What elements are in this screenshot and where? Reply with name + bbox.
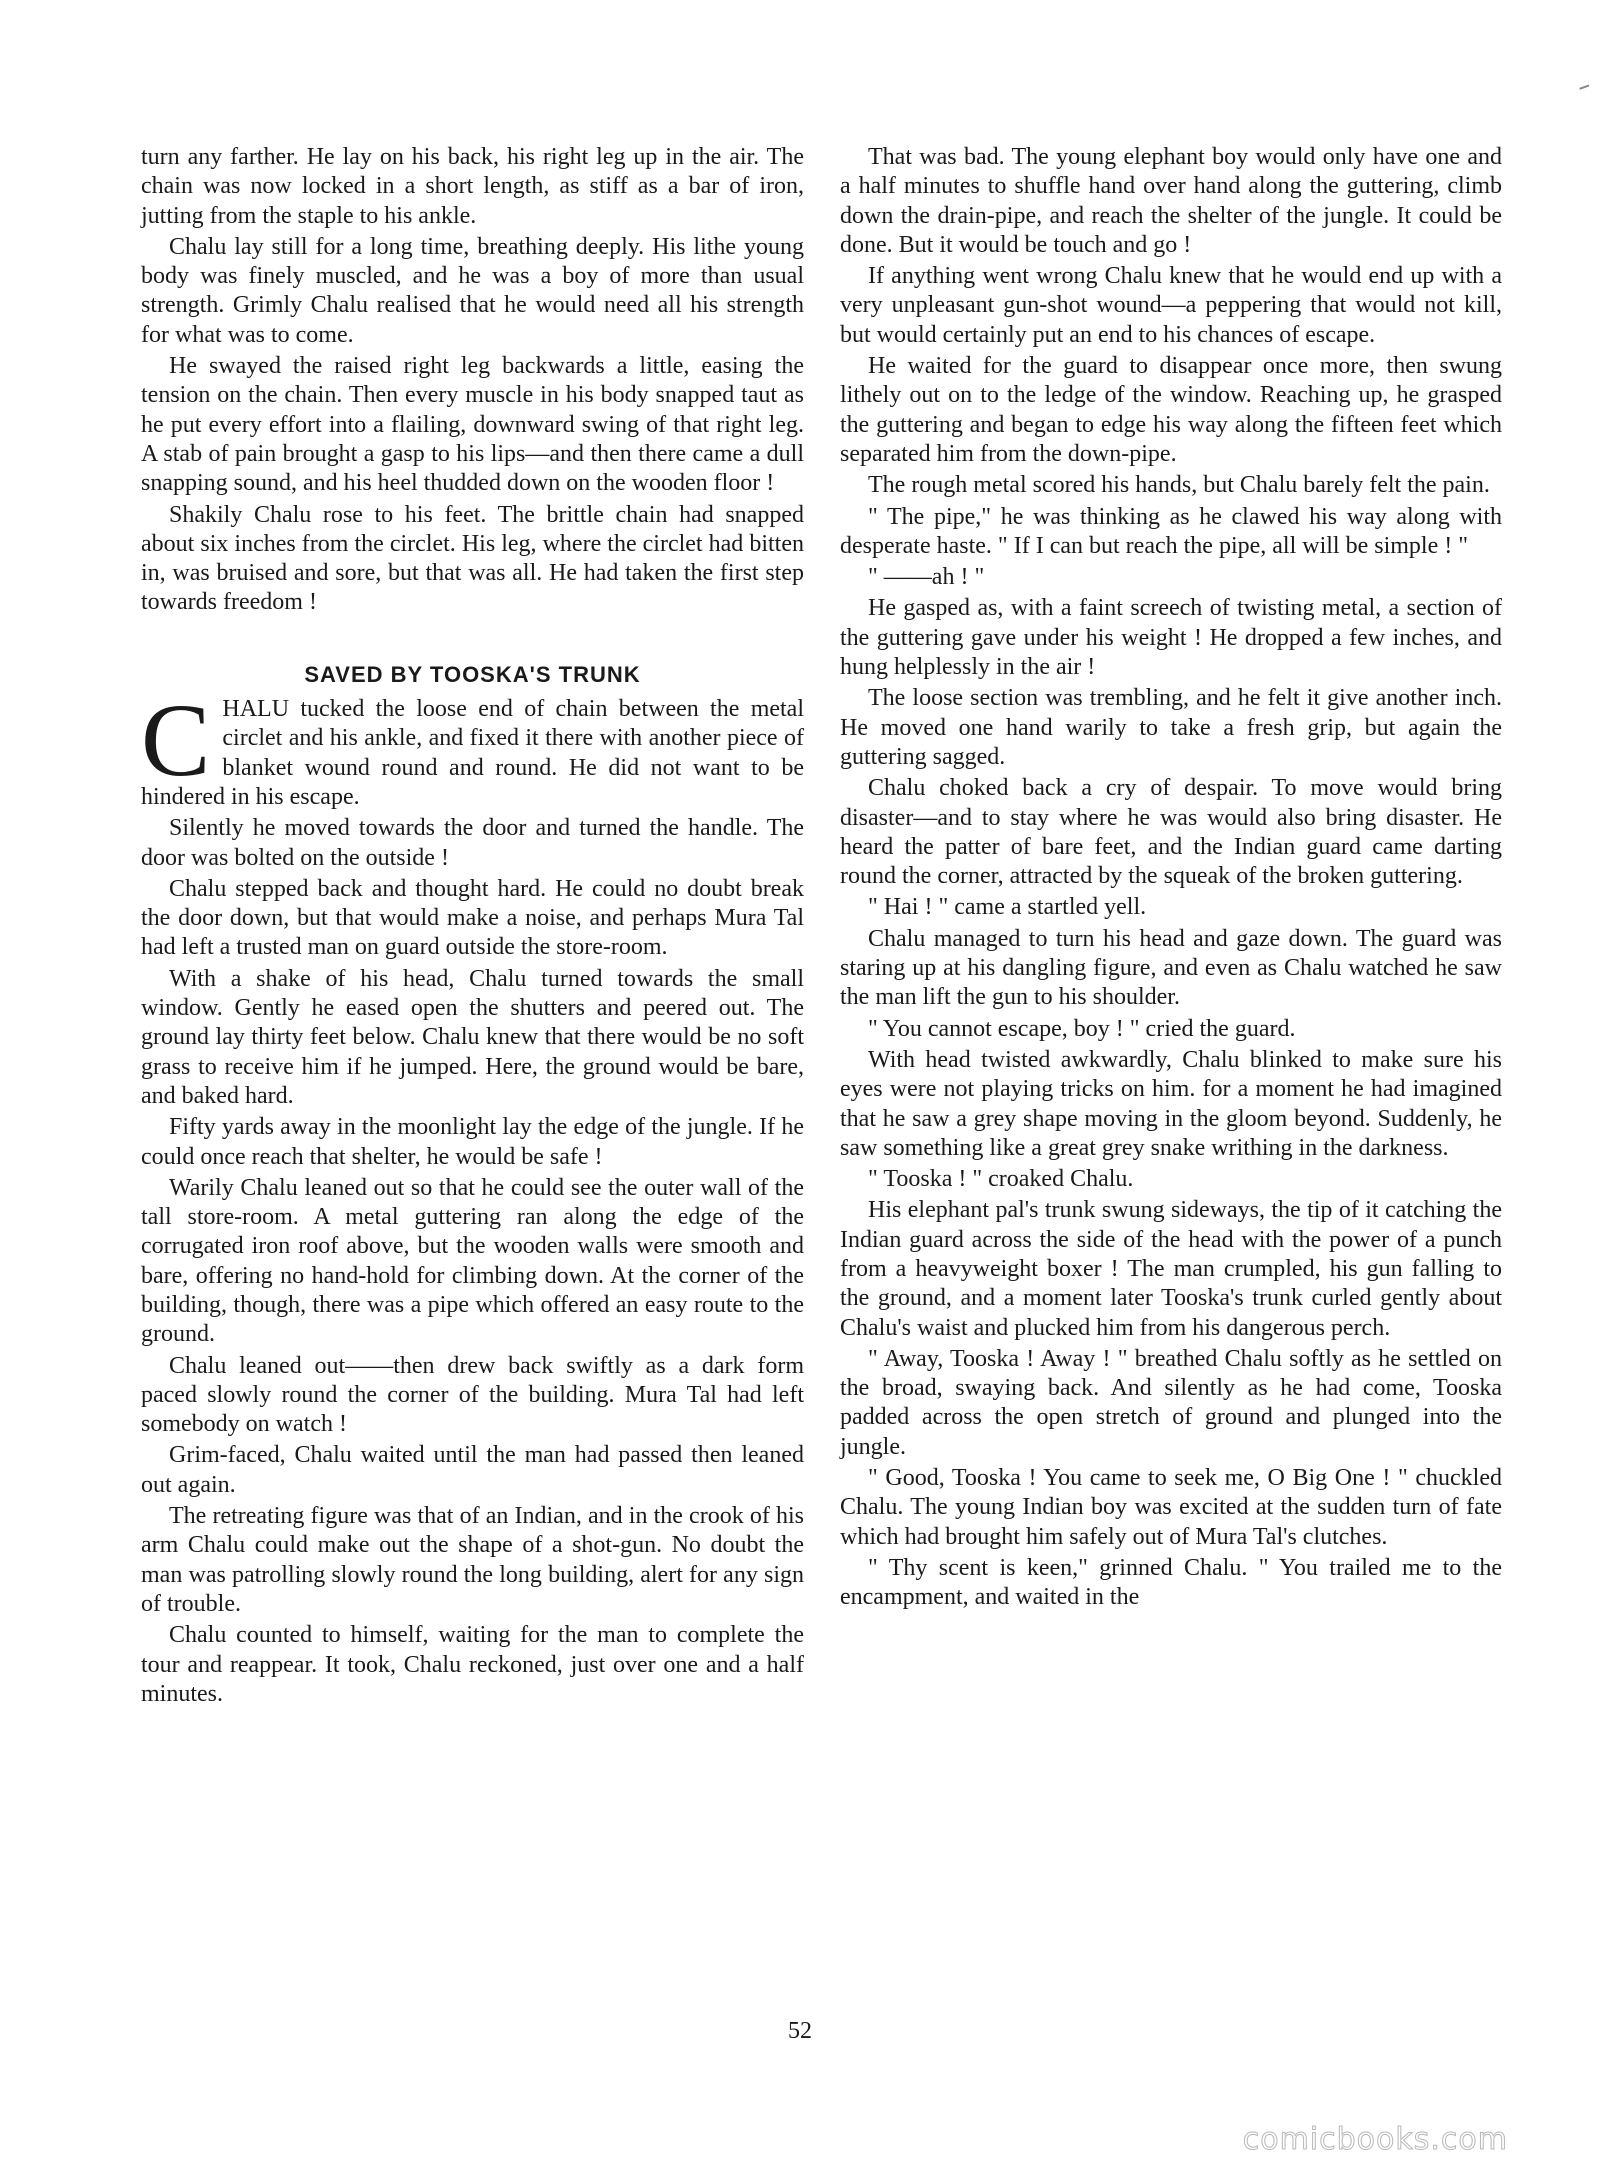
- paragraph: His elephant pal's trunk swung sideways, the tip of it catching the Indian guard across the side of the head with the power of a punch from a heavyweight boxer ! The man crumpled, his gun falling to the ground, and a moment later Tooska's trunk curled gently about Chalu's waist and plucked him from his dangerous perch.: [840, 1197, 1502, 1341]
- left-column: [141, 143, 804, 1711]
- paragraph: The loose section was trembling, and he felt it give another inch. He moved one hand warily to take a fresh grip, but again the guttering sagged.: [840, 685, 1502, 770]
- watermark: comicbooks.com: [1242, 2122, 1508, 2157]
- paragraph: He gasped as, with a faint screech of twisting metal, a section of the guttering gave under his weight ! He dropped a few inches, and hung helplessly in the air !: [840, 595, 1502, 681]
- paragraph: " You cannot escape, boy ! " cried the guard.: [868, 1015, 1296, 1042]
- paragraph: " Away, Tooska ! Away ! " breathed Chalu softly as he settled on the broad, swaying back. And silently as he had come, Tooska padded across the open stretch of ground and plunged into the jungle.: [840, 1345, 1502, 1460]
- paragraph: He swayed the raised right leg backwards a little, easing the tension on the chain. Then every muscle in his body snapped taut as he put every effort into a flailing, downward swing of that right leg. A stab of pain brought a gasp to his lips—and then there came a dull snapping sound, and his heel thudded down on the wooden floor !: [141, 353, 804, 497]
- dropcap-paragraph-text: HALU tucked the loose end of chain between the metal circlet and his ankle, and fixed it there with another piece of blanket wound round and round. He did not want to be hindered in his escape.: [141, 696, 804, 810]
- paragraph: Silently he moved towards the door and turned the handle. The door was bolted on the outside !: [141, 815, 804, 871]
- paragraph: " The pipe," he was thinking as he clawed his way along with desperate haste. " If I can but reach the pipe, all will be simple ! ": [840, 503, 1502, 559]
- corner-mark: [1579, 84, 1590, 93]
- paragraph: The rough metal scored his hands, but Chalu barely felt the pain.: [868, 472, 1490, 499]
- paragraph: Chalu stepped back and thought hard. He could no doubt break the door down, but that would make a noise, and perhaps Mura Tal had left a trusted man on guard outside the store-room.: [141, 875, 804, 961]
- paragraph: Chalu counted to himself, waiting for the man to complete the tour and reappear. It took, Chalu reckoned, just over one and a half minutes.: [141, 1622, 804, 1707]
- paragraph: Chalu choked back a cry of despair. To move would bring disaster—and to stay where he was would also bring disaster. He heard the patter of bare feet, and the Indian guard came darting round the corner, attracted by the squeak of the broken guttering.: [840, 775, 1502, 890]
- paragraph: He waited for the guard to disappear once more, then swung lithely out on to the ledge of the window. Reaching up, he grasped the guttering and began to edge his way along the fifteen feet which separated him from the down-pipe.: [840, 353, 1502, 467]
- paragraph: That was bad. The young elephant boy would only have one and a half minutes to shuffle hand over hand along the guttering, climb down the drain-pipe, and reach the shelter of the jungle. It could be done. But it would be touch and go !: [840, 144, 1502, 258]
- paragraph: Chalu managed to turn his head and gaze down. The guard was staring up at his dangling figure, and even as Chalu watched he saw the man lift the gun to his shoulder.: [840, 925, 1502, 1011]
- paragraph: Chalu lay still for a long time, breathing deeply. His lithe young body was finely muscled, and he was a boy of more than usual strength. Grimly Chalu realised that he would need all his strength for what was to come.: [141, 233, 804, 348]
- paragraph: If anything went wrong Chalu knew that he would end up with a very unpleasant gun-shot wound—a peppering that would not kill, but would certainly put an end to his chances of escape.: [840, 263, 1502, 348]
- paragraph: Warily Chalu leaned out so that he could see the outer wall of the tall store-room. A metal guttering ran along the edge of the corrugated iron roof above, but the wooden walls were smooth and bare, offering no hand-hold for climbing down. At the corner of the building, though, there was a pipe which offered an easy route to the ground.: [141, 1174, 804, 1348]
- paragraph: Shakily Chalu rose to his feet. The brittle chain had snapped about six inches from the circlet. His leg, where the circlet had bitten in, was bruised and sore, but that was all. He had taken the first step towards freedom !: [141, 501, 804, 616]
- paragraph: Grim-faced, Chalu waited until the man had passed then leaned out again.: [141, 1442, 804, 1498]
- paragraph: The retreating figure was that of an Indian, and in the crook of his arm Chalu could make out the shape of a shot-gun. No doubt the man was patrolling slowly round the long building, alert for any sign of trouble.: [141, 1503, 804, 1617]
- paragraph: turn any farther. He lay on his back, his right leg up in the air. The chain was now locked in a short length, as stiff as a bar of iron, jutting from the staple to his ankle.: [141, 144, 804, 229]
- section-heading: SAVED BY TOOSKA'S TRUNK: [304, 661, 641, 687]
- paragraph: Chalu leaned out——then drew back swiftly as a dark form paced slowly round the corner of the building. Mura Tal had left somebody on watch !: [141, 1352, 804, 1438]
- dropcap-paragraph: [141, 683, 804, 812]
- paragraph: " Good, Tooska ! You came to seek me, O Big One ! " chuckled Chalu. The young Indian boy was excited at the sudden turn of fate which had brought him safely out of Mura Tal's clutches.: [840, 1465, 1502, 1550]
- page-number: 52: [788, 2018, 812, 2044]
- paragraph: Fifty yards away in the moonlight lay the edge of the jungle. If he could once reach that shelter, he would be safe !: [141, 1114, 804, 1170]
- paragraph: " Tooska ! " croaked Chalu.: [868, 1166, 1134, 1193]
- paragraph: With head twisted awkwardly, Chalu blinked to make sure his eyes were not playing tricks on him. for a moment he had imagined that he saw a grey shape moving in the gloom beyond. Suddenly, he saw something like a great grey snake writhing in the darkness.: [840, 1046, 1502, 1161]
- paragraph: With a shake of his head, Chalu turned towards the small window. Gently he eased open the shutters and peered out. The ground lay thirty feet below. Chalu knew that there would be no soft grass to receive him if he jumped. Here, the ground would be bare, and baked hard.: [141, 965, 804, 1109]
- paragraph: " Hai ! " came a startled yell.: [868, 894, 1147, 921]
- paragraph: " ——ah ! ": [868, 564, 985, 591]
- paragraph: " Thy scent is keen," grinned Chalu. " You trailed me to the encampment, and waited in the: [840, 1554, 1502, 1611]
- drop-cap-letter: C: [141, 683, 211, 799]
- right-column: [840, 143, 1502, 1615]
